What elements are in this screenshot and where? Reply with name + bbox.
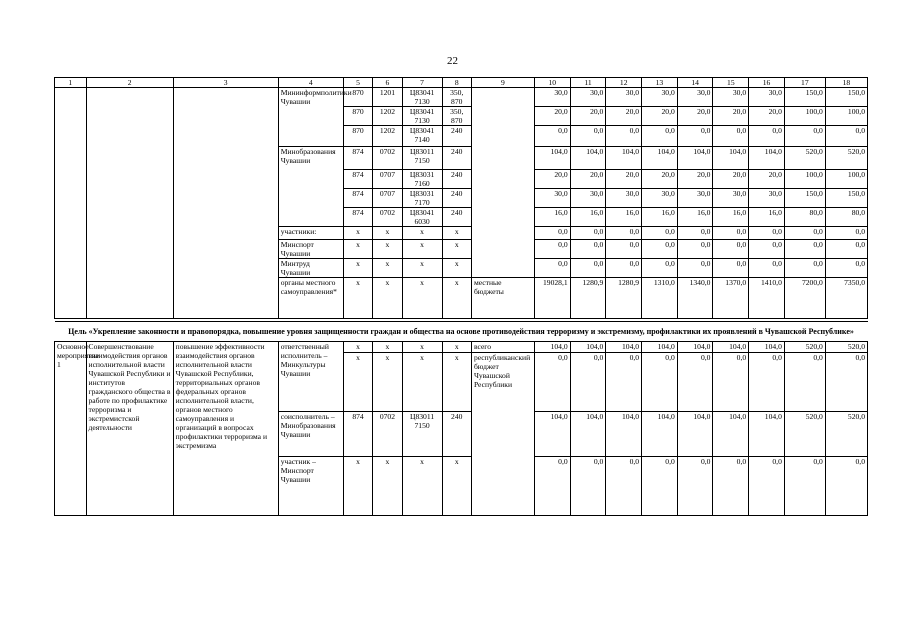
year-value-cell: 0,0 <box>606 227 642 240</box>
year-value-cell: 20,0 <box>534 107 570 126</box>
csr-cell: x <box>402 240 442 259</box>
year-value-cell: 0,0 <box>784 126 825 147</box>
year-value-cell: 16,0 <box>606 208 642 227</box>
year-value-cell: 20,0 <box>677 107 713 126</box>
csr-cell: Ц83041 7130 <box>402 107 442 126</box>
year-value-cell: 20,0 <box>606 107 642 126</box>
year-value-cell: 0,0 <box>534 227 570 240</box>
grbs-cell: 874 <box>343 189 372 208</box>
csr-cell: Ц83041 7140 <box>402 126 442 147</box>
vr-cell: x <box>442 353 471 412</box>
grbs-cell: 874 <box>343 208 372 227</box>
col-num: 17 <box>784 78 825 88</box>
year-value-cell: 0,0 <box>784 227 825 240</box>
year-value-cell: 0,0 <box>606 126 642 147</box>
result-cell <box>173 88 278 319</box>
year-value-cell: 520,0 <box>784 147 825 170</box>
col-num: 4 <box>278 78 343 88</box>
year-value-cell: 30,0 <box>677 88 713 107</box>
rzpr-cell: 1202 <box>373 126 402 147</box>
year-value-cell: 30,0 <box>713 189 749 208</box>
result-cell: повышение эффективности взаимодействия органов исполнительной власти Чувашской Республики, территориальных органов федеральных органов исполнительной власти, органов местного самоуправления и организаций в вопросах профилактики терроризма и экстремизма <box>173 342 278 516</box>
year-value-cell: 16,0 <box>677 208 713 227</box>
csr-cell: x <box>402 353 442 412</box>
executor-cell: Мининформполитики Чувашии <box>278 88 343 147</box>
upper-block <box>55 88 868 319</box>
csr-cell: x <box>402 457 442 516</box>
year-value-cell: 100,0 <box>784 107 825 126</box>
rzpr-cell: 1201 <box>373 88 402 107</box>
year-value-cell: 104,0 <box>570 412 606 457</box>
year-value-cell: 104,0 <box>749 412 785 457</box>
year-value-cell: 30,0 <box>606 189 642 208</box>
year-value-cell: 0,0 <box>713 353 749 412</box>
year-value-cell: 104,0 <box>677 147 713 170</box>
year-value-cell: 0,0 <box>642 227 678 240</box>
csr-cell: Ц83011 7150 <box>402 147 442 170</box>
year-value-cell: 30,0 <box>749 189 785 208</box>
col-num: 7 <box>402 78 442 88</box>
year-value-cell: 0,0 <box>677 457 713 516</box>
year-value-cell: 520,0 <box>784 412 825 457</box>
year-value-cell: 0,0 <box>606 457 642 516</box>
vr-cell: 240 <box>442 189 471 208</box>
year-value-cell: 104,0 <box>642 342 678 353</box>
lower-block <box>55 342 868 516</box>
year-value-cell: 100,0 <box>784 170 825 189</box>
year-value-cell: 0,0 <box>749 353 785 412</box>
rzpr-cell: x <box>373 227 402 240</box>
vr-cell: x <box>442 342 471 353</box>
year-value-cell: 20,0 <box>570 170 606 189</box>
year-value-cell: 20,0 <box>677 170 713 189</box>
year-value-cell: 0,0 <box>570 227 606 240</box>
year-value-cell: 104,0 <box>534 412 570 457</box>
status-cell: Основное мероприятие 1 <box>55 342 87 516</box>
year-value-cell: 20,0 <box>749 170 785 189</box>
year-value-cell: 1280,9 <box>570 278 606 319</box>
grbs-cell: x <box>343 353 372 412</box>
year-value-cell: 0,0 <box>677 227 713 240</box>
year-value-cell: 0,0 <box>749 126 785 147</box>
grbs-cell: x <box>343 259 372 278</box>
col-num: 13 <box>642 78 678 88</box>
year-value-cell: 1280,9 <box>606 278 642 319</box>
year-value-cell: 30,0 <box>713 88 749 107</box>
rzpr-cell: x <box>373 457 402 516</box>
col-num: 10 <box>534 78 570 88</box>
year-value-cell: 0,0 <box>534 259 570 278</box>
year-value-cell: 520,0 <box>825 342 867 353</box>
year-value-cell: 30,0 <box>642 189 678 208</box>
source-cell: всего <box>471 342 534 353</box>
year-value-cell: 0,0 <box>825 457 867 516</box>
year-value-cell: 104,0 <box>749 147 785 170</box>
year-value-cell: 0,0 <box>642 353 678 412</box>
year-value-cell: 0,0 <box>534 457 570 516</box>
year-value-cell: 0,0 <box>570 240 606 259</box>
year-value-cell: 104,0 <box>570 147 606 170</box>
col-num: 15 <box>713 78 749 88</box>
year-value-cell: 0,0 <box>642 126 678 147</box>
year-value-cell: 104,0 <box>570 342 606 353</box>
year-value-cell: 19028,1 <box>534 278 570 319</box>
year-value-cell: 20,0 <box>713 170 749 189</box>
rzpr-cell: x <box>373 353 402 412</box>
vr-cell: 240 <box>442 412 471 457</box>
year-value-cell: 0,0 <box>749 227 785 240</box>
year-value-cell: 0,0 <box>749 240 785 259</box>
year-value-cell: 0,0 <box>825 126 867 147</box>
year-value-cell: 1370,0 <box>713 278 749 319</box>
year-value-cell: 150,0 <box>825 189 867 208</box>
vr-cell: 240 <box>442 147 471 170</box>
grbs-cell: x <box>343 227 372 240</box>
year-value-cell: 104,0 <box>677 342 713 353</box>
year-value-cell: 104,0 <box>534 342 570 353</box>
year-value-cell: 0,0 <box>825 240 867 259</box>
year-value-cell: 20,0 <box>713 107 749 126</box>
col-num: 11 <box>570 78 606 88</box>
year-value-cell: 104,0 <box>677 412 713 457</box>
year-value-cell: 0,0 <box>749 259 785 278</box>
page-number: 22 <box>447 55 458 67</box>
executor-cell: ответственный исполнитель – Минкультуры Чувашии <box>278 342 343 412</box>
year-value-cell: 104,0 <box>606 147 642 170</box>
col-num: 18 <box>825 78 867 88</box>
year-value-cell: 0,0 <box>534 240 570 259</box>
table-row <box>55 88 868 107</box>
year-value-cell: 150,0 <box>784 189 825 208</box>
csr-cell: Ц83041 6030 <box>402 208 442 227</box>
year-value-cell: 30,0 <box>642 88 678 107</box>
year-value-cell: 104,0 <box>606 342 642 353</box>
year-value-cell: 0,0 <box>677 240 713 259</box>
column-number-row <box>55 78 868 88</box>
year-value-cell: 100,0 <box>825 170 867 189</box>
col-num: 6 <box>373 78 402 88</box>
year-value-cell: 30,0 <box>570 189 606 208</box>
csr-cell: x <box>402 227 442 240</box>
year-value-cell: 104,0 <box>642 412 678 457</box>
year-value-cell: 0,0 <box>642 457 678 516</box>
executor-cell: участник – Минспорт Чувашии <box>278 457 343 516</box>
rzpr-cell: x <box>373 342 402 353</box>
year-value-cell: 0,0 <box>825 259 867 278</box>
year-value-cell: 16,0 <box>749 208 785 227</box>
vr-cell: x <box>442 457 471 516</box>
source-cell <box>471 88 534 278</box>
rzpr-cell: 0702 <box>373 147 402 170</box>
rzpr-cell: 0707 <box>373 189 402 208</box>
year-value-cell: 30,0 <box>534 189 570 208</box>
csr-cell: Ц83041 7130 <box>402 88 442 107</box>
year-value-cell: 7350,0 <box>825 278 867 319</box>
grbs-cell: 870 <box>343 107 372 126</box>
year-value-cell: 30,0 <box>677 189 713 208</box>
year-value-cell: 0,0 <box>749 457 785 516</box>
year-value-cell: 104,0 <box>749 342 785 353</box>
year-value-cell: 80,0 <box>825 208 867 227</box>
year-value-cell: 0,0 <box>784 353 825 412</box>
rzpr-cell: x <box>373 278 402 319</box>
col-num: 3 <box>173 78 278 88</box>
vr-cell: x <box>442 227 471 240</box>
grbs-cell: x <box>343 278 372 319</box>
year-value-cell: 520,0 <box>825 412 867 457</box>
year-value-cell: 0,0 <box>825 227 867 240</box>
status-cell <box>55 88 87 319</box>
rzpr-cell: 0702 <box>373 208 402 227</box>
year-value-cell: 0,0 <box>713 259 749 278</box>
executor-cell: участники: <box>278 227 343 240</box>
table-row <box>55 342 868 353</box>
year-value-cell: 104,0 <box>713 412 749 457</box>
budget-table <box>54 77 868 516</box>
rzpr-cell: x <box>373 259 402 278</box>
year-value-cell: 20,0 <box>570 107 606 126</box>
year-value-cell: 20,0 <box>749 107 785 126</box>
csr-cell: x <box>402 259 442 278</box>
year-value-cell: 0,0 <box>642 259 678 278</box>
executor-cell: Минтруд Чувашии <box>278 259 343 278</box>
csr-cell: x <box>402 342 442 353</box>
year-value-cell: 150,0 <box>825 88 867 107</box>
year-value-cell: 30,0 <box>749 88 785 107</box>
year-value-cell: 0,0 <box>825 353 867 412</box>
year-value-cell: 0,0 <box>713 227 749 240</box>
year-value-cell: 0,0 <box>606 353 642 412</box>
name-cell <box>86 88 173 319</box>
csr-cell: Ц83011 7150 <box>402 412 442 457</box>
year-value-cell: 20,0 <box>606 170 642 189</box>
year-value-cell: 0,0 <box>570 259 606 278</box>
year-value-cell: 80,0 <box>784 208 825 227</box>
year-value-cell: 16,0 <box>570 208 606 227</box>
year-value-cell: 0,0 <box>713 126 749 147</box>
goal-row <box>55 322 868 342</box>
rzpr-cell: 1202 <box>373 107 402 126</box>
rzpr-cell: 0707 <box>373 170 402 189</box>
grbs-cell: x <box>343 240 372 259</box>
source-cell: местные бюджеты <box>471 278 534 319</box>
vr-cell: 240 <box>442 208 471 227</box>
year-value-cell: 0,0 <box>677 353 713 412</box>
vr-cell: 350, 870 <box>442 88 471 107</box>
year-value-cell: 0,0 <box>784 259 825 278</box>
vr-cell: x <box>442 240 471 259</box>
year-value-cell: 30,0 <box>570 88 606 107</box>
year-value-cell: 16,0 <box>642 208 678 227</box>
year-value-cell: 104,0 <box>713 147 749 170</box>
year-value-cell: 520,0 <box>784 342 825 353</box>
grbs-cell: 874 <box>343 170 372 189</box>
rzpr-cell: 0702 <box>373 412 402 457</box>
year-value-cell: 16,0 <box>713 208 749 227</box>
year-value-cell: 0,0 <box>606 240 642 259</box>
year-value-cell: 104,0 <box>642 147 678 170</box>
source-cell: республиканский бюджет Чувашской Республики <box>471 353 534 516</box>
vr-cell: x <box>442 259 471 278</box>
year-value-cell: 104,0 <box>534 147 570 170</box>
col-num: 1 <box>55 78 87 88</box>
vr-cell: 240 <box>442 170 471 189</box>
year-value-cell: 104,0 <box>713 342 749 353</box>
vr-cell: 350, 870 <box>442 107 471 126</box>
year-value-cell: 104,0 <box>606 412 642 457</box>
year-value-cell: 30,0 <box>606 88 642 107</box>
grbs-cell: 874 <box>343 147 372 170</box>
year-value-cell: 100,0 <box>825 107 867 126</box>
col-num: 12 <box>606 78 642 88</box>
grbs-cell: x <box>343 457 372 516</box>
grbs-cell: x <box>343 342 372 353</box>
col-num: 8 <box>442 78 471 88</box>
vr-cell: x <box>442 278 471 319</box>
col-num: 2 <box>86 78 173 88</box>
col-num: 14 <box>677 78 713 88</box>
year-value-cell: 0,0 <box>606 259 642 278</box>
grbs-cell: 870 <box>343 126 372 147</box>
col-num: 16 <box>749 78 785 88</box>
year-value-cell: 150,0 <box>784 88 825 107</box>
year-value-cell: 16,0 <box>534 208 570 227</box>
year-value-cell: 0,0 <box>713 240 749 259</box>
col-num: 9 <box>471 78 534 88</box>
year-value-cell: 0,0 <box>534 353 570 412</box>
year-value-cell: 0,0 <box>534 126 570 147</box>
csr-cell: x <box>402 278 442 319</box>
csr-cell: Ц83031 7170 <box>402 189 442 208</box>
year-value-cell: 0,0 <box>677 259 713 278</box>
year-value-cell: 0,0 <box>570 353 606 412</box>
year-value-cell: 1310,0 <box>642 278 678 319</box>
executor-cell: Минобразования Чувашии <box>278 147 343 227</box>
rzpr-cell: x <box>373 240 402 259</box>
year-value-cell: 0,0 <box>713 457 749 516</box>
year-value-cell: 0,0 <box>570 457 606 516</box>
grbs-cell: 874 <box>343 412 372 457</box>
executor-cell: органы местного самоуправления* <box>278 278 343 319</box>
goal-heading: Цель «Укрепление законности и правопорядка, повышение уровня защищенности граждан и общества на основе противодействия терроризму и экстремизму, профилактики их проявлений в Чувашской Республике» <box>55 322 868 342</box>
year-value-cell: 20,0 <box>534 170 570 189</box>
name-cell: Совершенствование взаимодействия органов исполнительной власти Чувашской Республики и институтов гражданского общества в работе по профилактике терроризма и экстремистской деятельности <box>86 342 173 516</box>
grbs-cell: 870 <box>343 88 372 107</box>
executor-cell: соисполнитель – Минобразования Чувашии <box>278 412 343 457</box>
year-value-cell: 0,0 <box>642 240 678 259</box>
year-value-cell: 20,0 <box>642 107 678 126</box>
col-num: 5 <box>343 78 372 88</box>
year-value-cell: 1410,0 <box>749 278 785 319</box>
year-value-cell: 1340,0 <box>677 278 713 319</box>
vr-cell: 240 <box>442 126 471 147</box>
year-value-cell: 20,0 <box>642 170 678 189</box>
executor-cell: Минспорт Чувашии <box>278 240 343 259</box>
year-value-cell: 30,0 <box>534 88 570 107</box>
year-value-cell: 0,0 <box>784 457 825 516</box>
year-value-cell: 0,0 <box>570 126 606 147</box>
year-value-cell: 520,0 <box>825 147 867 170</box>
year-value-cell: 0,0 <box>677 126 713 147</box>
year-value-cell: 0,0 <box>784 240 825 259</box>
year-value-cell: 7200,0 <box>784 278 825 319</box>
csr-cell: Ц83031 7160 <box>402 170 442 189</box>
